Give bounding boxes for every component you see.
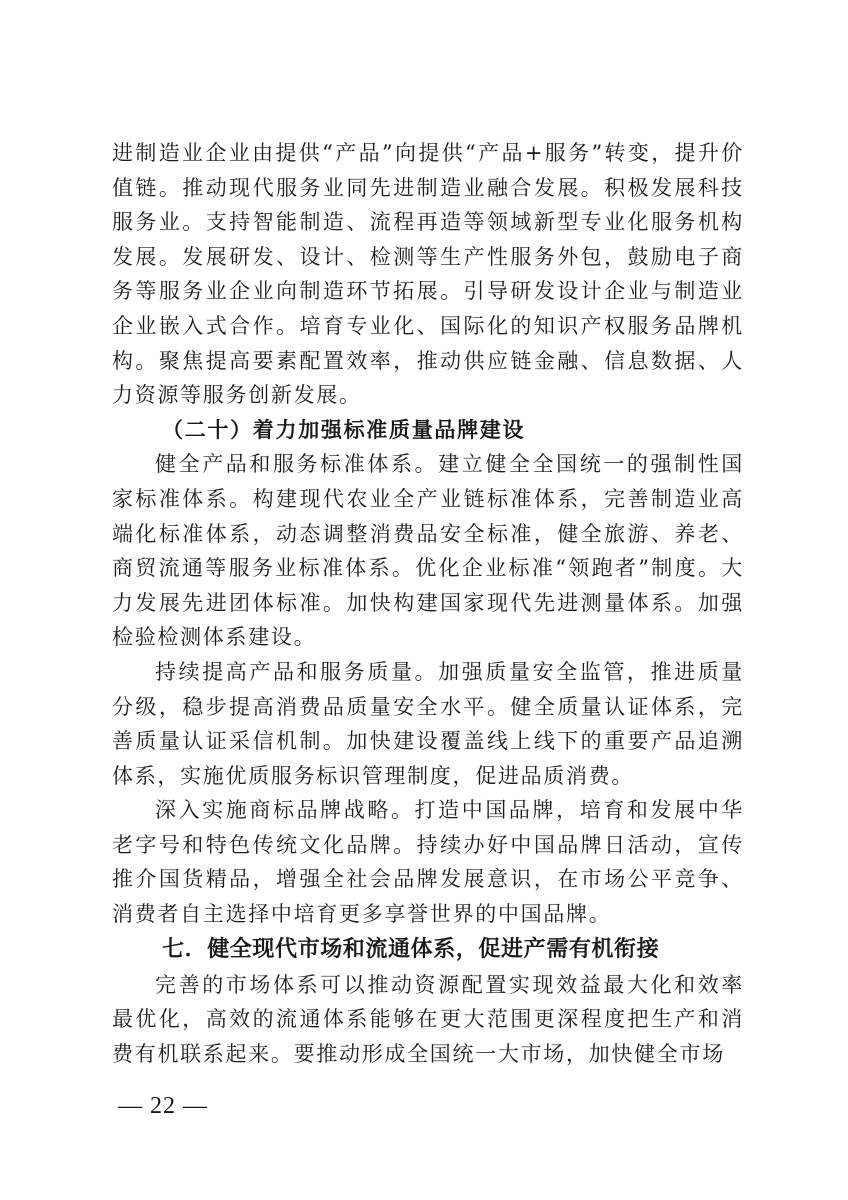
paragraph-quality: 持续提高产品和服务质量。加强质量安全监管，推进质量分级，稳步提高消费品质量安全水平。健全质量认证体系，完善质量认证采信机制。加快建设覆盖线上线下的重要产品追溯体系，实施优质服务标识管理制度，促进品质消费。	[112, 659, 744, 788]
paragraph-brand: 深入实施商标品牌战略。打造中国品牌，培育和发展中华老字号和特色传统文化品牌。持续办好中国品牌日活动，宣传推介国货精品，增强全社会品牌发展意识，在市场公平竞争、消费者自主选择中培育更多享誉世界的中国品牌。	[112, 798, 744, 927]
paragraph-market: 完善的市场体系可以推动资源配置实现效益最大化和效率最优化，高效的流通体系能够在更大范围更深程度把生产和消费有机联系起来。要推动形成全国统一大市场，加快健全市场	[112, 972, 744, 1066]
page-number: — 22 —	[118, 1093, 208, 1119]
section-heading: 七．健全现代市场和流通体系，促进产需有机衔接	[162, 936, 660, 962]
paragraph-standards: 健全产品和服务标准体系。建立健全全国统一的强制性国家标准体系。构建现代农业全产业链标准体系，完善制造业高端化标准体系，动态调整消费品安全标准，健全旅游、养老、商贸流通等服务业标准体系。优化企业标准“领跑者”制度。大力发展先进团体标准。加快构建国家现代先进测量体系。加强检验检测体系建设。	[112, 452, 744, 650]
subsection-heading: （二十）着力加强标准质量品牌建设	[162, 416, 526, 442]
paragraph-continuation: 进制造业企业由提供“产品”向提供“产品+服务”转变，提升价值链。推动现代服务业同先进制造业融合发展。积极发展科技服务业。支持智能制造、流程再造等领域新型专业化服务机构发展。发展研发、设计、检测等生产性服务外包，鼓励电子商务等服务业企业向制造环节拓展。引导研发设计企业与制造业企业嵌入式合作。培育专业化、国际化的知识产权服务品牌机构。聚焦提高要素配置效率，推动供应链金融、信息数据、人力资源等服务创新发展。	[112, 141, 744, 408]
document-page	[112, 136, 744, 1071]
